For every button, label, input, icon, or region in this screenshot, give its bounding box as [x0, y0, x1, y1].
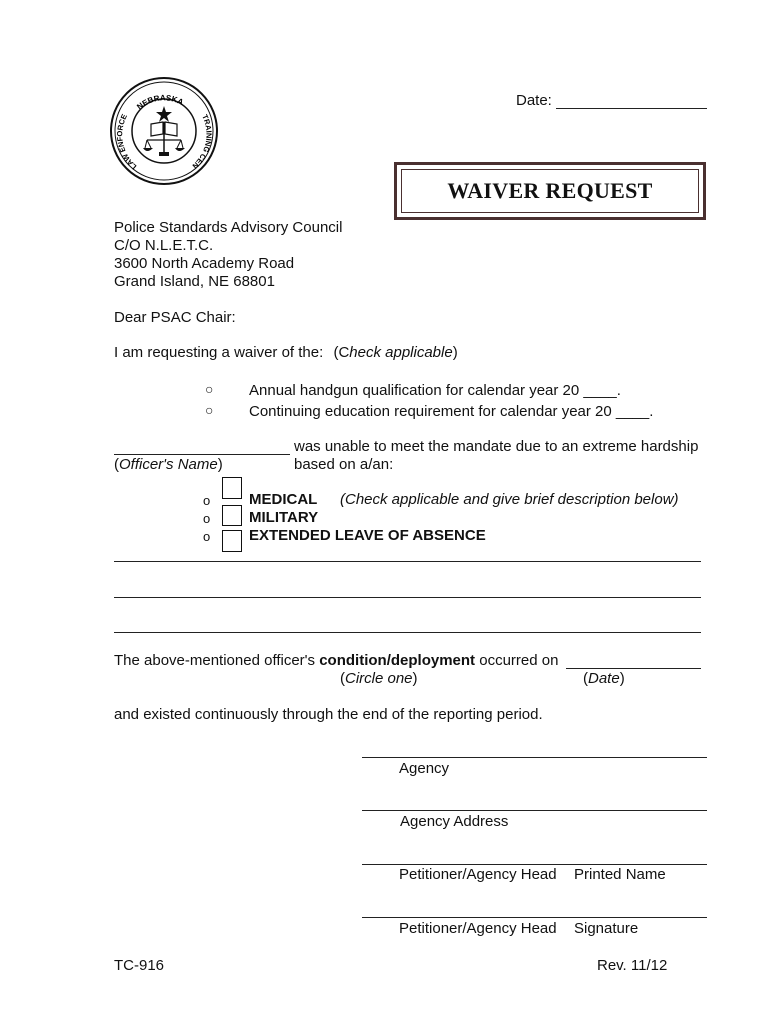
option-continuing-label: Continuing education requirement for calendar year 20 ____.	[249, 403, 654, 420]
signature-label: Petitioner/Agency Head	[399, 920, 557, 937]
request-paren-close: )	[452, 344, 458, 361]
seal-text-left: LAW ENFORCE	[115, 112, 139, 172]
seal-text-right: TRAINING CEN	[190, 113, 214, 171]
occurred-date-line[interactable]	[566, 668, 701, 669]
medical-bullet: o	[203, 493, 211, 508]
date-caption-paren-open: (	[583, 670, 588, 687]
circle-paren-open: (	[340, 670, 345, 687]
medical-label: MEDICAL	[249, 491, 318, 508]
request-check-hint: heck applicable	[349, 344, 453, 361]
description-line-1[interactable]	[114, 561, 701, 562]
hardship-hint: (Check applicable and give brief description below)	[340, 491, 679, 508]
leave-label: EXTENDED LEAVE OF ABSENCE	[249, 527, 486, 544]
request-line	[114, 344, 458, 361]
address-line-1: Police Standards Advisory Council	[114, 219, 343, 236]
option-annual-radio[interactable]: ○	[205, 381, 214, 397]
officer-name-caption	[114, 456, 223, 473]
agency-address-label: Agency Address	[400, 813, 509, 830]
officer-caption-paren-open: (	[114, 456, 119, 473]
request-lead: I am requesting a waiver of the:	[114, 344, 324, 361]
form-id: TC-916	[114, 957, 165, 974]
officer-name-line[interactable]	[114, 454, 290, 455]
occurred-suffix: occurred on	[479, 652, 559, 669]
signature-line[interactable]	[362, 917, 707, 918]
revision: Rev. 11/12	[597, 957, 668, 974]
agency-address-line[interactable]	[362, 810, 707, 811]
military-checkbox[interactable]	[222, 505, 242, 526]
description-line-2[interactable]	[114, 597, 701, 598]
agency-label: Agency	[399, 760, 450, 777]
form-title: WAIVER REQUEST	[447, 178, 653, 203]
request-paren-open: (C	[333, 344, 350, 361]
occurred-bold: condition/deployment	[319, 652, 476, 669]
printed-name-label-2: Printed Name	[574, 866, 666, 883]
option-continuing-radio[interactable]: ○	[205, 402, 214, 418]
printed-name-line[interactable]	[362, 864, 707, 865]
leave-bullet: o	[203, 529, 211, 544]
officer-caption-text: Officer's Name	[119, 456, 218, 473]
date-label: Date:	[516, 92, 552, 109]
title-frame	[394, 162, 706, 220]
address-line-3: 3600 North Academy Road	[114, 255, 295, 272]
nletc-seal-logo	[107, 76, 221, 186]
occurred-prefix: The above-mentioned officer's	[114, 652, 316, 669]
date-caption	[583, 670, 625, 687]
occurred-line	[114, 652, 558, 669]
medical-checkbox[interactable]	[222, 477, 242, 499]
printed-name-label: Petitioner/Agency Head	[399, 866, 557, 883]
circle-label: Circle one	[345, 670, 413, 687]
address-line-4: Grand Island, NE 68801	[114, 273, 275, 290]
date-field-line[interactable]	[556, 108, 707, 109]
date-caption-paren-close: )	[619, 670, 625, 687]
option-annual-label: Annual handgun qualification for calendar year 20 ____.	[249, 382, 621, 399]
continued-statement: and existed continuously through the end of the reporting period.	[114, 706, 543, 723]
military-bullet: o	[203, 511, 211, 526]
description-line-3[interactable]	[114, 632, 701, 633]
signature-label-2: Signature	[574, 920, 639, 937]
leave-checkbox[interactable]	[222, 530, 242, 552]
date-caption-label: Date	[588, 670, 620, 687]
circle-one-caption	[340, 670, 418, 687]
salutation: Dear PSAC Chair:	[114, 309, 236, 326]
mandate-text-2: based on a/an:	[294, 456, 394, 473]
military-label: MILITARY	[249, 509, 319, 526]
officer-caption-paren-close: )	[217, 456, 223, 473]
agency-line[interactable]	[362, 757, 707, 758]
circle-paren-close: )	[412, 670, 418, 687]
seal-text-top: NEBRASKA	[135, 93, 185, 112]
address-line-2: C/O N.L.E.T.C.	[114, 237, 214, 254]
mandate-text-1: was unable to meet the mandate due to an extreme hardship	[294, 438, 699, 455]
